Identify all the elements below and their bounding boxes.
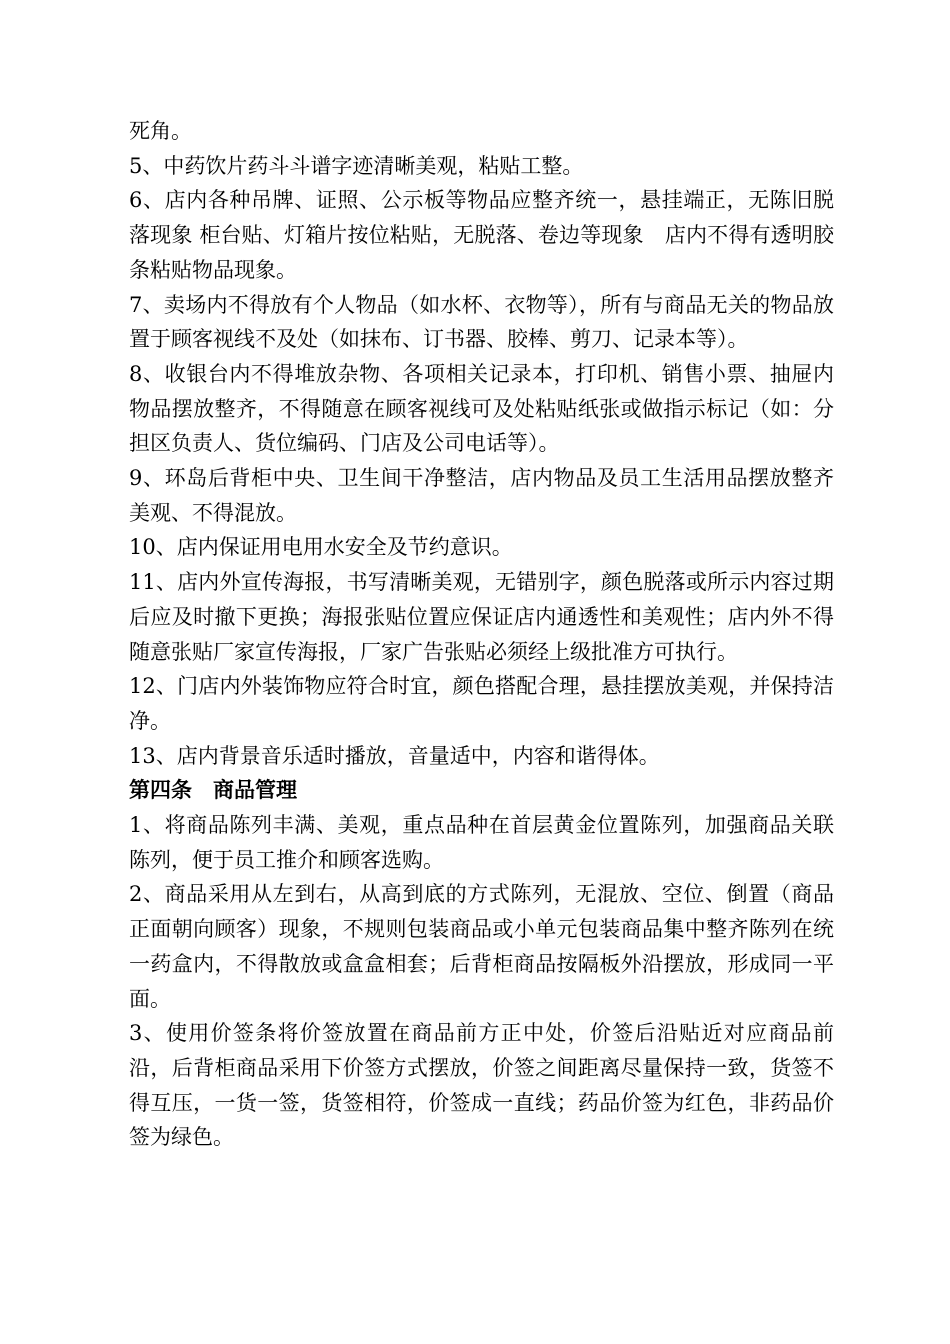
- section-heading: 第四条 商品管理: [129, 777, 297, 803]
- paragraph-item-8: 8、收银台内不得堆放杂物、各项相关记录本，打印机、销售小票、抽屉内物品摆放整齐，不得随意在顾客视线可及处粘贴纸张或做指示标记（如：分担区负责人、货位编码、门店及公司电话等）。: [129, 361, 834, 456]
- paragraph-continuation: 死角。: [129, 119, 192, 143]
- paragraph-section4-item-1: 1、将商品陈列丰满、美观，重点品种在首层黄金位置陈列，加强商品关联陈列，便于员工推介和顾客选购。: [129, 813, 834, 872]
- paragraph-item-10: 10、店内保证用电用水安全及节约意识。: [129, 535, 513, 560]
- paragraph-item-13: 13、店内背景音乐适时播放，音量适中，内容和谐得体。: [129, 743, 660, 768]
- paragraph-item-9: 9、环岛后背柜中央、卫生间干净整洁，店内物品及员工生活用品摆放整齐美观、不得混放。: [129, 466, 834, 525]
- paragraph-item-5: 5、中药饮片药斗斗谱字迹清晰美观，粘贴工整。: [129, 153, 584, 178]
- paragraph-section4-item-3: 3、使用价签条将价签放置在商品前方正中处，价签后沿贴近对应商品前沿，后背柜商品采用下价签方式摆放，价签之间距离尽量保持一致，货签不得互压，一货一签，货签相符，价签成一直线；药品价签为红色，非药品价签为绿色。: [129, 1021, 834, 1150]
- paragraph-item-12: 12、门店内外装饰物应符合时宜，颜色搭配合理，悬挂摆放美观，并保持洁净。: [129, 674, 834, 733]
- paragraph-item-11: 11、店内外宣传海报，书写清晰美观，无错别字，颜色脱落或所示内容过期后应及时撤下更换；海报张贴位置应保证店内通透性和美观性；店内外不得随意张贴厂家宣传海报，厂家广告张贴必须经上级批准方可执行。: [129, 570, 834, 664]
- paragraph-item-7: 7、卖场内不得放有个人物品（如水杯、衣物等），所有与商品无关的物品放置于顾客视线不及处（如抹布、订书器、胶棒、剪刀、记录本等）。: [129, 292, 834, 352]
- document-body: [129, 114, 834, 1155]
- paragraph-item-6: 6、店内各种吊牌、证照、公示板等物品应整齐统一，悬挂端正，无陈旧脱落现象 柜台贴、灯箱片按位粘贴，无脱落、卷边等现象 店内不得有透明胶条粘贴物品现象。: [129, 188, 834, 282]
- paragraph-section4-item-2: 2、商品采用从左到右，从高到底的方式陈列，无混放、空位、倒置（商品正面朝向顾客）现象，不规则包装商品或小单元包装商品集中整齐陈列在统一药盒内，不得散放或盒盒相套；后背柜商品按隔板外沿摆放，形成同一平面。: [129, 882, 834, 1011]
